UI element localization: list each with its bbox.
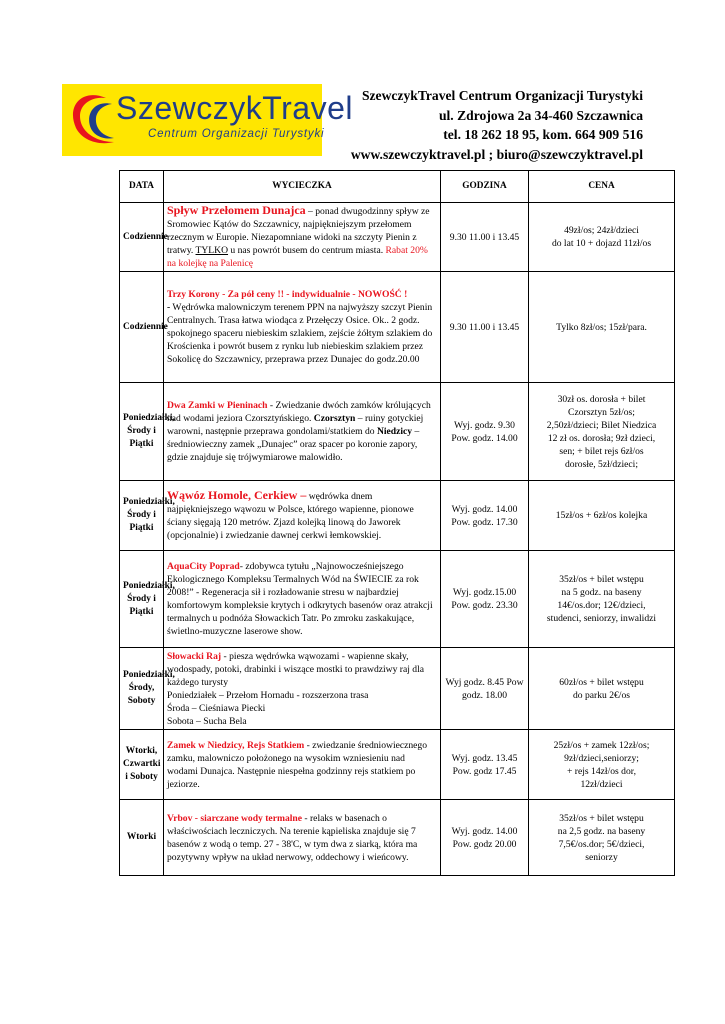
trip-desc: Wędrówka malowniczym terenem PPN na najwyższy szczyt Pienin Centralnych. Trasa łatwa wiodąca z Przełęczy Osice. Ok.. 2 godz. spokojnego spaceru niebieskim szlakiem, zejście żółtym szlakiem do Krościenka i powrót busem z rynku lub niebieskim szlakiem przez Sokolicę do Szczawnicy, przeprawa przez Dunajec do godz.20.00: [167, 302, 433, 365]
table-row: [120, 800, 675, 876]
trip-desc-emphasis: TYLKO: [195, 245, 229, 256]
price-line: studenci, seniorzy, inwalidzi: [546, 613, 657, 624]
price-line: na 2,5 godz. na baseny: [557, 825, 646, 837]
table-row: [120, 383, 675, 481]
row-price: [529, 730, 675, 800]
price-line: Czorsztyn 5zł/os;: [568, 406, 635, 418]
header-date: DATA: [120, 171, 164, 203]
row-trip: [164, 383, 441, 481]
company-phone: tel. 18 262 18 95, kom. 664 909 516: [443, 127, 643, 142]
price-line: 2,50zł/dzieci; Bilet Niedzica: [546, 419, 657, 431]
company-web-email[interactable]: www.szewczyktravel.pl ; biuro@szewczyktravel.pl: [350, 146, 643, 162]
price-line: 14€/os.dor; 12€/dzieci,: [557, 600, 646, 611]
trip-desc: - zwiedzanie średniowiecznego zamku, malowniczo położonego na wysokim wzniesieniu nad wodami Dunajca. Następnie niespełna godzinny rejs statkiem po jeziorze.: [167, 739, 428, 790]
row-price: [529, 383, 675, 481]
row-price: Tylko 8zł/os; 15zł/para.: [529, 272, 675, 383]
trip-name: Dwa Zamki w Pieninach: [167, 400, 268, 411]
row-trip: [164, 648, 441, 730]
row-trip: [164, 203, 441, 272]
row-price: [529, 648, 675, 730]
row-time: [441, 383, 529, 481]
company-info: [351, 86, 643, 164]
table-header-row: [120, 171, 675, 203]
row-date: Codziennie: [120, 203, 164, 272]
price-line: 35zł/os + bilet wstępu: [559, 812, 644, 824]
trip-schedule-line: Poniedziałek – Przełom Hornadu - rozszerzona trasa: [167, 689, 369, 701]
row-time: 9.30 11.00 i 13.45: [441, 272, 529, 383]
price-line: 35zł/os + bilet wstępu: [559, 574, 644, 585]
row-time: [441, 551, 529, 648]
time-line: Pow. godz. 23.30: [451, 600, 518, 611]
header-price: CENA: [529, 171, 675, 203]
row-date: Poniedziałki, Środy i Piątki: [120, 551, 164, 648]
trip-name-sep: ,: [247, 488, 254, 502]
trip-desc-emphasis: Czorsztyn: [313, 413, 356, 424]
time-line: Wyj. godz. 9.30: [454, 419, 515, 431]
time-line: Wyj. godz. 14.00: [451, 503, 518, 515]
price-line: 9zł/dzieci,seniorzy;: [564, 752, 639, 764]
time-line: godz. 18.00: [461, 689, 508, 701]
price-line: 30zł os. dorosła + bilet: [557, 393, 646, 405]
row-time: [441, 481, 529, 551]
trip-discount: Rabat 20% na kolejkę na Palenicę: [167, 245, 428, 269]
row-date: Poniedziałki, Środy i Piątki: [120, 481, 164, 551]
price-line: 7,5€/os.dor; 5€/dzieci,: [558, 838, 645, 850]
trip-desc: - Zwiedzanie dwóch zamków królujących nad wodami jeziora Czorsztyńskiego.: [167, 400, 431, 424]
price-line: dorosłe, 5zł/dzieci;: [565, 458, 638, 470]
trip-desc: - relaks w basenach o właściwościach leczniczych. Na terenie kąpieliska znajduje się 7 basenów z wodą o temp. 27 - 38'C, w tym dwa z siarką, która ma pozytywny wpływ na układ nerwowy, oddechowy i wieńcowy.: [167, 812, 418, 863]
header-trip: WYCIECZKA: [164, 171, 441, 203]
trip-schedule-line: Sobota – Sucha Bela: [167, 715, 247, 727]
trip-name: Zamek w Niedzicy, Rejs Statkiem: [167, 739, 305, 751]
row-time: [441, 730, 529, 800]
trip-name: AquaCity Poprad: [167, 561, 240, 572]
row-trip: [164, 551, 441, 648]
time-line: Pow. godz. 17.30: [451, 516, 518, 528]
trip-name: Trzy Korony - Za pół ceny !! - indywidualnie - NOWOŚĆ !: [167, 289, 408, 300]
row-price: 15zł/os + 6zł/os kolejka: [529, 481, 675, 551]
price-line: do parku 2€/os: [572, 689, 631, 701]
trip-desc: u nas powrót busem do centrum miasta.: [228, 245, 386, 256]
trip-desc: – ponad dwugodzinny spływ ze Sromowiec Kątów do Szczawnicy, najpiękniejszym przełomem rzecznym w Europie. Niezapomniane widoki na szczyty Pienin z tratwy.: [167, 206, 430, 256]
trip-desc: – średniowieczny zamek „Dunajec” oraz spacer po koronie zapory, gdzie znajduje się trójwymiarowe malowidło.: [167, 426, 420, 463]
time-line: Pow. godz 17.45: [452, 765, 517, 777]
row-time: [441, 648, 529, 730]
row-price: [529, 551, 675, 648]
time-line: Pow. godz 20.00: [452, 838, 517, 850]
price-line: 60zł/os + bilet wstępu: [559, 676, 644, 688]
logo-subtitle: Centrum Organizacji Turystyki: [148, 128, 325, 140]
trip-name: Vrbov - siarczane wody termalne: [167, 812, 302, 824]
price-line: 12zł/dzieci: [580, 778, 623, 790]
price-line: sen; + bilet rejs 6zł/os: [559, 445, 644, 457]
price-line: 25zł/os + zamek 12zł/os;: [553, 739, 650, 751]
row-date: Poniedziałki, Środy i Piątki: [120, 383, 164, 481]
time-line: Wyj. godz. 14.00: [451, 825, 518, 837]
row-date: Wtorki: [120, 800, 164, 876]
table-row: [120, 648, 675, 730]
price-line: 49zł/os; 24zł/dzieci: [564, 225, 639, 236]
trip-name-dash: –: [297, 488, 307, 502]
trip-name: Spływ Przełomem Dunajca: [167, 203, 306, 217]
row-price: [529, 800, 675, 876]
row-date: Codziennie: [120, 272, 164, 383]
time-line: Wyj godz. 8.45 Pow: [445, 676, 524, 688]
company-name: SzewczykTravel Centrum Organizacji Turystyki: [361, 88, 643, 103]
table-row: [120, 730, 675, 800]
row-trip: [164, 481, 441, 551]
trip-name: Wąwóz Homole: [167, 488, 248, 502]
row-date: Poniedziałki, Środy, Soboty: [120, 648, 164, 730]
table-row: [120, 551, 675, 648]
row-time: 9.30 11.00 i 13.45: [441, 203, 529, 272]
trip-desc: – ruiny gotyckiej warowni, następnie przeprawa gondolami/statkiem do: [167, 413, 424, 437]
row-time: [441, 800, 529, 876]
trip-dash: -: [167, 302, 171, 313]
header-time: GODZINA: [441, 171, 529, 203]
table-row: [120, 481, 675, 551]
row-price: [529, 203, 675, 272]
trip-name: Słowacki Raj: [167, 650, 222, 662]
price-line: seniorzy: [585, 851, 618, 863]
trip-name-2: Cerkiew: [253, 488, 298, 502]
row-trip: [164, 800, 441, 876]
logo-title: SzewczykTravel: [116, 90, 353, 126]
price-line: do lat 10 + dojazd 11zł/os: [551, 238, 652, 249]
company-address: ul. Zdrojowa 2a 34-460 Szczawnica: [438, 107, 643, 123]
time-line: Pow. godz. 14.00: [451, 432, 518, 444]
price-line: + rejs 14zł/os dor,: [567, 765, 636, 777]
row-trip: [164, 272, 441, 383]
company-logo: [62, 84, 353, 156]
price-line: na 5 godz. na baseny: [561, 587, 642, 598]
time-line: Wyj. godz. 13.45: [451, 752, 518, 764]
trip-desc: - zdobywca tytułu „Najnowocześniejszego Ekologicznego Kompleksu Termalnych Wód na ŚWIECIE za rok 2008!” - Regeneracja sił i rozładowanie stresu w najbardziej komfortowym kompleksie krytych i odkrytych basenów oraz atrakcji termalnych u podnóża Słowackich Tatr. Po zmroku zaskakujące, świetlno-muzyczne laserowe show.: [167, 561, 433, 637]
trip-desc-emphasis: Niedzicy: [376, 426, 413, 437]
price-line: 12 zł os. dorosła; 9zł dzieci,: [547, 432, 656, 444]
tours-table: [119, 170, 675, 876]
row-date: Wtorki, Czwartki i Soboty: [120, 730, 164, 800]
time-line: Wyj. godz.15.00: [452, 587, 517, 598]
table-row: [120, 272, 675, 383]
trip-desc: wędrówka dnem najpiękniejszego wąwozu w Polsce, którego wapienne, pionowe ściany sięgają 120 metrów. Zjazd kolejką linową do Jaworek (opcjonalnie) i zwiedzanie dawnej cerkwi łemkowskiej.: [167, 491, 414, 541]
trip-desc: - piesza wędrówka wąwozami - wapienne skały, wodospady, potoki, drabinki i wiszące mostki to prawdziwy raj dla każdego turysty: [167, 650, 425, 688]
table-row: [120, 203, 675, 272]
row-trip: [164, 730, 441, 800]
trip-schedule-line: Środa – Cieśniawa Piecki: [167, 702, 266, 714]
